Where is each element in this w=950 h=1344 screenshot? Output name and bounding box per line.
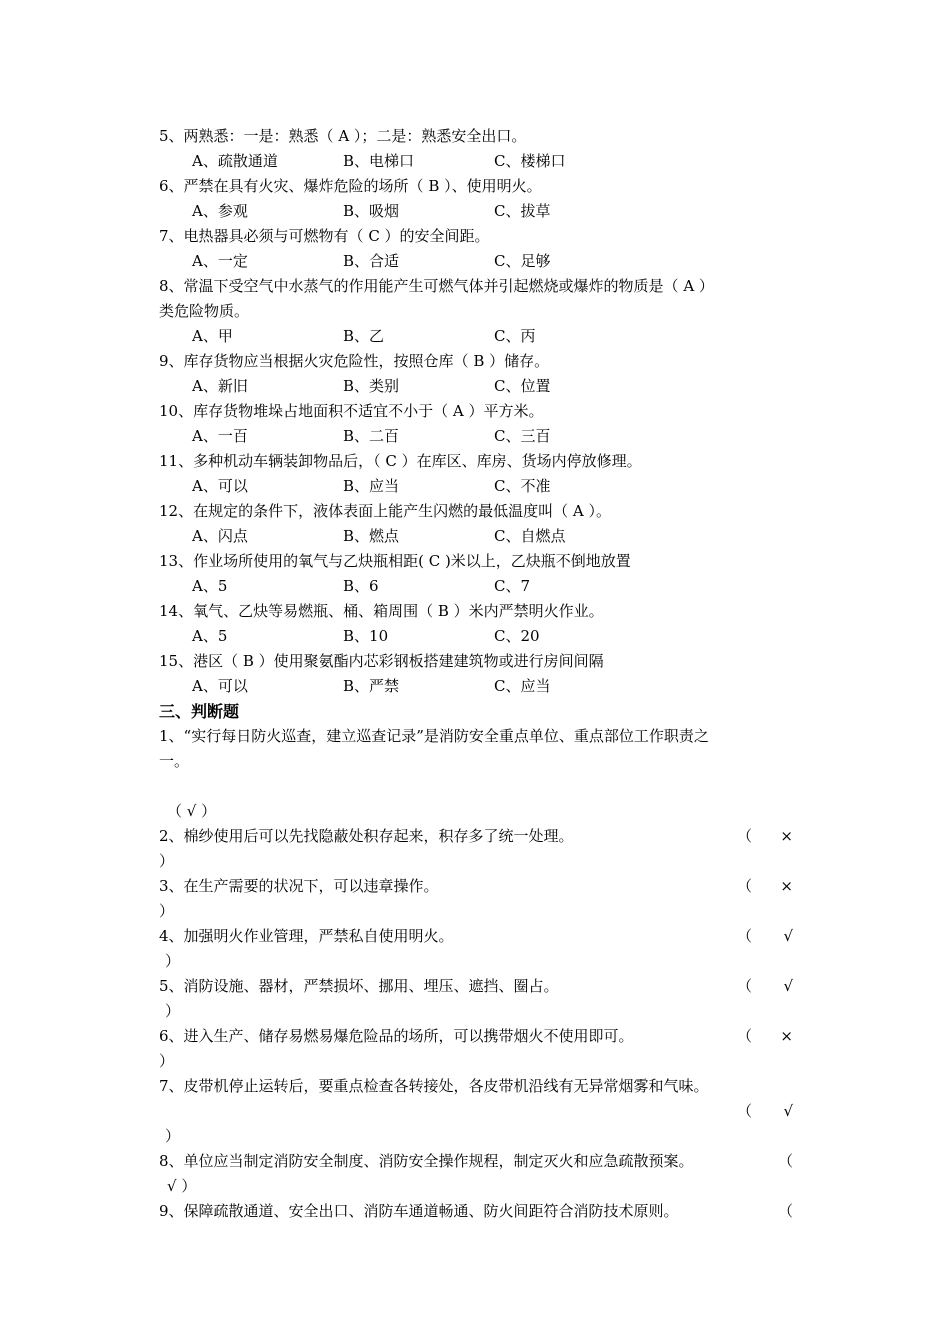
mc-option-c: C、7 bbox=[494, 577, 531, 595]
multiple-choice-list bbox=[159, 124, 793, 699]
mc-option-a: A、5 bbox=[192, 577, 228, 595]
tf-question-6-text: 6、进入生产、储存易燃易爆危险品的场所，可以携带烟火不使用即可。 bbox=[159, 1027, 634, 1045]
mc-question-cont: 类危险物质。 bbox=[159, 302, 250, 320]
mc-option-a: A、闪点 bbox=[192, 527, 248, 545]
mc-question: 6、严禁在具有火灾、爆炸危险的场所（ B ）、使用明火。 bbox=[159, 177, 542, 195]
mc-options bbox=[159, 674, 793, 699]
answer-mark: × bbox=[780, 827, 793, 845]
mc-options bbox=[159, 574, 793, 599]
open-paren: （ bbox=[737, 1102, 753, 1120]
section-title-judgement: 三、判断题 bbox=[159, 702, 240, 721]
tf-open-9: （ bbox=[777, 1202, 793, 1220]
mc-options bbox=[159, 524, 793, 549]
answer-mark: √ bbox=[783, 1102, 793, 1120]
tf-question-2 bbox=[159, 824, 793, 849]
mc-option-c: C、楼梯口 bbox=[494, 152, 566, 170]
tf-question-3 bbox=[159, 874, 793, 899]
mc-option-c: C、三百 bbox=[494, 427, 551, 445]
mc-option-c: C、不准 bbox=[494, 477, 551, 495]
answer-mark: √ bbox=[783, 977, 793, 995]
tf-question-8-text: 8、单位应当制定消防安全制度、消防安全操作规程，制定灭火和应急疏散预案。 bbox=[159, 1152, 694, 1170]
tf-question-1-cont: 一。 bbox=[159, 752, 190, 770]
tf-answer-4 bbox=[737, 924, 793, 949]
mc-option-c: C、20 bbox=[494, 627, 540, 645]
tf-close-7: ） bbox=[165, 1127, 181, 1145]
mc-option-c: C、丙 bbox=[494, 327, 536, 345]
answer-mark: √ bbox=[783, 927, 793, 945]
mc-option-b: B、电梯口 bbox=[343, 152, 415, 170]
mc-option-a: A、可以 bbox=[192, 477, 248, 495]
mc-option-b: B、二百 bbox=[343, 427, 400, 445]
mc-question: 12、在规定的条件下，液体表面上能产生闪燃的最低温度叫（ A ）。 bbox=[159, 502, 611, 520]
tf-close-5: ） bbox=[165, 1002, 181, 1020]
mc-option-c: C、拔草 bbox=[494, 202, 551, 220]
mc-option-a: A、可以 bbox=[192, 677, 248, 695]
tf-answer-2 bbox=[737, 824, 793, 849]
mc-option-c: C、位置 bbox=[494, 377, 551, 395]
open-paren: （ bbox=[737, 1027, 753, 1045]
mc-options bbox=[159, 374, 793, 399]
mc-options bbox=[159, 149, 793, 174]
mc-question: 7、电热器具必须与可燃物有（ C ）的安全间距。 bbox=[159, 227, 490, 245]
mc-question: 13、作业场所使用的氧气与乙炔瓶相距( C )米以上，乙炔瓶不倒地放置 bbox=[159, 552, 631, 570]
true-false-list bbox=[159, 724, 793, 1224]
tf-answer-5 bbox=[737, 974, 793, 999]
tf-close-6: ） bbox=[159, 1052, 175, 1070]
mc-option-a: A、一定 bbox=[192, 252, 248, 270]
mc-option-a: A、新旧 bbox=[192, 377, 248, 395]
mc-option-b: B、类别 bbox=[343, 377, 400, 395]
tf-close-2: ） bbox=[159, 852, 175, 870]
mc-option-b: B、应当 bbox=[343, 477, 400, 495]
tf-answer-1: （ √ ） bbox=[167, 802, 217, 820]
mc-question: 11、多种机动车辆装卸物品后，（ C ）在库区、库房、货场内停放修理。 bbox=[159, 452, 642, 470]
tf-question-9-text: 9、保障疏散通道、安全出口、消防车通道畅通、防火间距符合消防技术原则。 bbox=[159, 1202, 679, 1220]
mc-question: 14、氧气、乙炔等易燃瓶、桶、箱周围（ B ）米内严禁明火作业。 bbox=[159, 602, 604, 620]
mc-option-a: A、一百 bbox=[192, 427, 248, 445]
answer-mark: × bbox=[780, 877, 793, 895]
tf-question-7: 7、皮带机停止运转后，要重点检查各转接处，各皮带机沿线有无异常烟雾和气味。 bbox=[159, 1077, 709, 1095]
tf-question-8 bbox=[159, 1149, 793, 1174]
open-paren: （ bbox=[737, 977, 753, 995]
tf-question-3-text: 3、在生产需要的状况下，可以违章操作。 bbox=[159, 877, 439, 895]
tf-question-5 bbox=[159, 974, 793, 999]
mc-question: 9、库存货物应当根据火灾危险性，按照仓库（ B ）储存。 bbox=[159, 352, 550, 370]
open-paren: （ bbox=[737, 927, 753, 945]
mc-options bbox=[159, 474, 793, 499]
mc-option-a: A、参观 bbox=[192, 202, 248, 220]
tf-question-5-text: 5、消防设施、器材，严禁损坏、挪用、埋压、遮挡、圈占。 bbox=[159, 977, 559, 995]
tf-open-8: （ bbox=[777, 1152, 793, 1170]
tf-close-3: ） bbox=[159, 902, 175, 920]
mc-option-c: C、自燃点 bbox=[494, 527, 566, 545]
tf-question-9 bbox=[159, 1199, 793, 1224]
tf-question-4-text: 4、加强明火作业管理，严禁私自使用明火。 bbox=[159, 927, 454, 945]
tf-answer-7-row bbox=[159, 1099, 793, 1124]
document-page bbox=[159, 124, 793, 1224]
blank-line bbox=[159, 774, 793, 799]
mc-option-c: C、足够 bbox=[494, 252, 551, 270]
mc-option-b: B、乙 bbox=[343, 327, 385, 345]
mc-option-a: A、甲 bbox=[192, 327, 233, 345]
open-paren: （ bbox=[737, 877, 753, 895]
mc-options bbox=[159, 624, 793, 649]
mc-question: 15、港区（ B ）使用聚氨酯内芯彩钢板搭建建筑物或进行房间间隔 bbox=[159, 652, 604, 670]
mc-question: 10、库存货物堆垛占地面积不适宜不小于（ A ）平方米。 bbox=[159, 402, 544, 420]
mc-option-b: B、吸烟 bbox=[343, 202, 400, 220]
tf-question-4 bbox=[159, 924, 793, 949]
answer-mark: × bbox=[780, 1027, 793, 1045]
mc-options bbox=[159, 249, 793, 274]
mc-option-b: B、合适 bbox=[343, 252, 400, 270]
tf-answer-3 bbox=[737, 874, 793, 899]
mc-option-a: A、5 bbox=[192, 627, 228, 645]
mc-options bbox=[159, 424, 793, 449]
tf-question-1: 1、“实行每日防火巡查，建立巡查记录”是消防安全重点单位、重点部位工作职责之 bbox=[159, 727, 709, 745]
mc-option-b: B、6 bbox=[343, 577, 379, 595]
tf-answer-8: √ ） bbox=[167, 1177, 197, 1195]
mc-option-b: B、燃点 bbox=[343, 527, 400, 545]
mc-options bbox=[159, 324, 793, 349]
tf-close-4: ） bbox=[165, 952, 181, 970]
open-paren: （ bbox=[737, 827, 753, 845]
tf-answer-7 bbox=[737, 1099, 793, 1124]
mc-question: 8、常温下受空气中水蒸气的作用能产生可燃气体并引起燃烧或爆炸的物质是（ A ） bbox=[159, 277, 714, 295]
tf-question-6 bbox=[159, 1024, 793, 1049]
tf-question-2-text: 2、棉纱使用后可以先找隐蔽处积存起来，积存多了统一处理。 bbox=[159, 827, 574, 845]
tf-answer-6 bbox=[737, 1024, 793, 1049]
mc-question: 5、两熟悉：一是：熟悉（ A ）；二是：熟悉安全出口。 bbox=[159, 127, 527, 145]
mc-option-a: A、疏散通道 bbox=[192, 152, 278, 170]
mc-option-b: B、10 bbox=[343, 627, 389, 645]
mc-option-c: C、应当 bbox=[494, 677, 551, 695]
mc-option-b: B、严禁 bbox=[343, 677, 400, 695]
mc-options bbox=[159, 199, 793, 224]
